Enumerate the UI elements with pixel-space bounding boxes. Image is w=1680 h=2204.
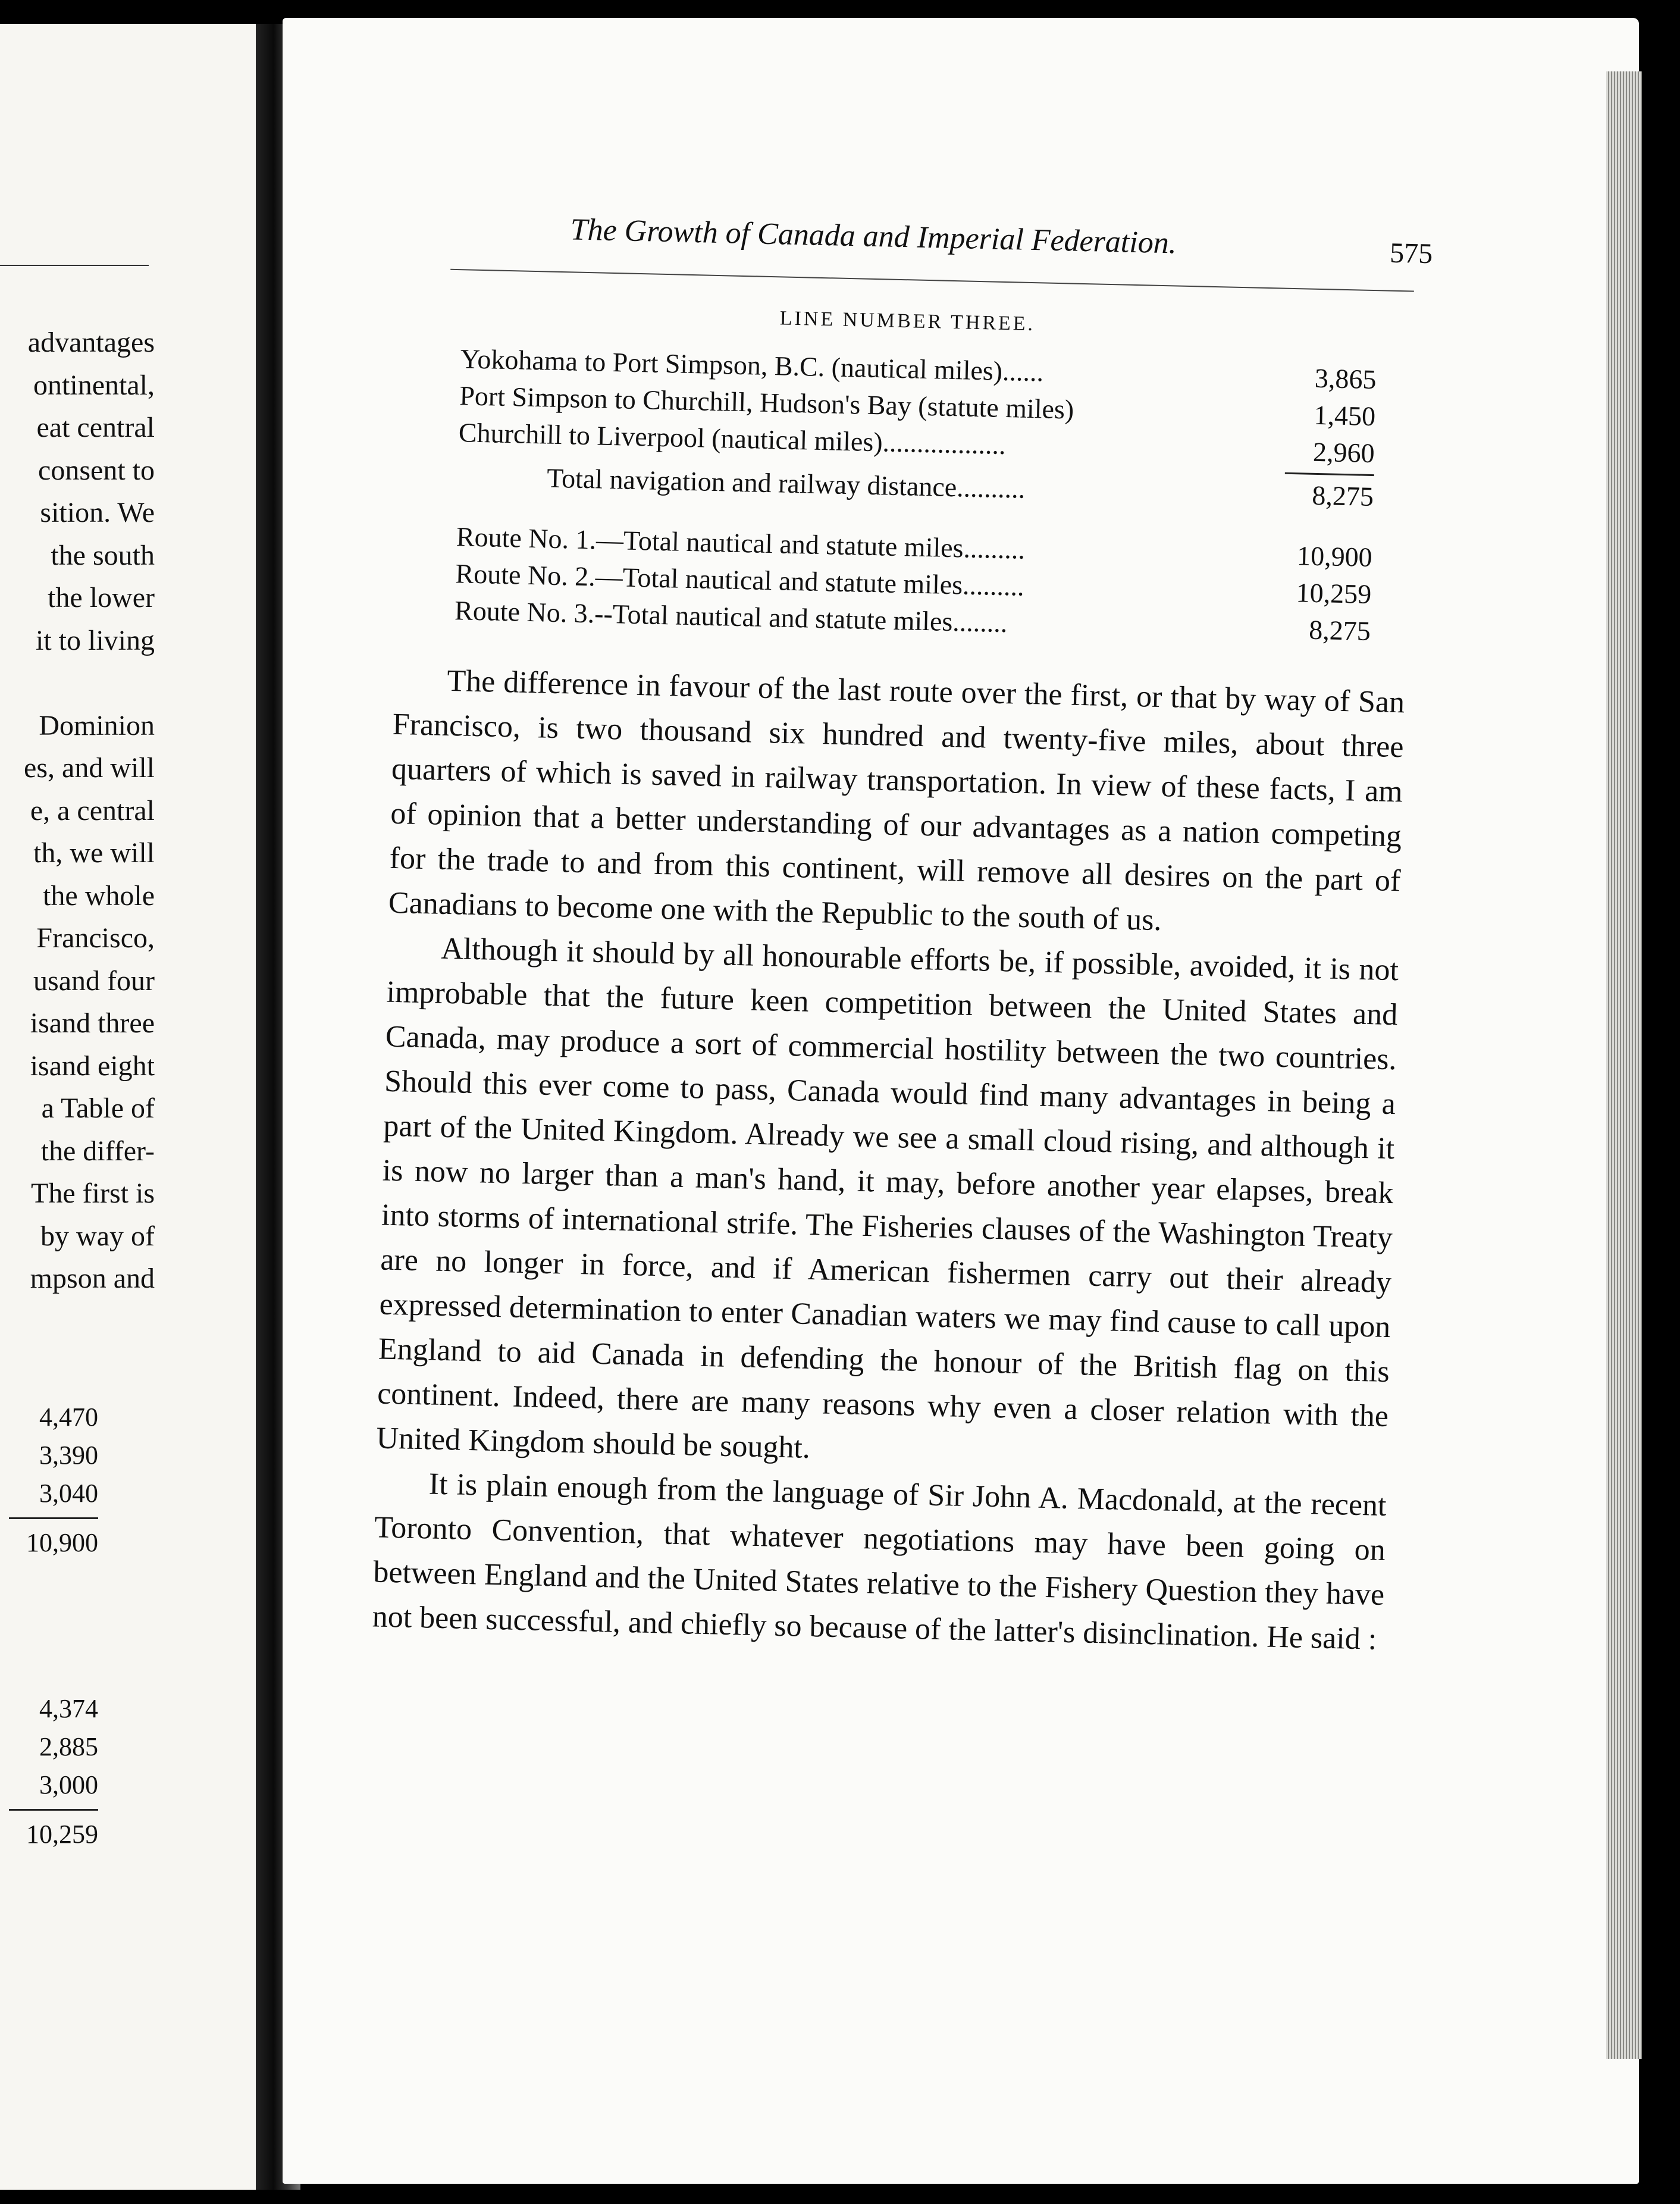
left-page xyxy=(0,24,256,2190)
row-label: Port Simpson to Churchill, Hudson's Bay (statute miles) xyxy=(459,380,1074,425)
left-page-text xyxy=(0,321,155,1300)
left-line: usand four xyxy=(33,965,155,997)
left-line: advantages xyxy=(27,327,155,358)
left-table-value: 3,000 xyxy=(39,1770,98,1799)
left-table-value: 2,885 xyxy=(39,1732,98,1761)
left-line: Dominion xyxy=(39,709,155,741)
left-line: consent to xyxy=(38,454,155,486)
route-value: 10,900 xyxy=(1296,540,1373,573)
left-line: The first is xyxy=(31,1178,155,1209)
left-line: Francisco, xyxy=(36,922,155,954)
left-line: ontinental, xyxy=(33,369,155,401)
left-line: the whole xyxy=(43,879,155,912)
left-line: e, a central xyxy=(30,794,155,826)
row-value: 1,450 xyxy=(1313,399,1376,432)
total-value: 8,275 xyxy=(1311,480,1374,512)
page-edges xyxy=(1606,71,1642,2059)
left-table-total: 10,900 xyxy=(26,1528,98,1557)
total-label: Total navigation and railway distance.......... xyxy=(546,462,1026,504)
left-line: isand eight xyxy=(30,1050,155,1082)
body-paragraph: It is plain enough from the language of Sir John A. Macdonald, at the recent Toronto Convention, that whatever negotiations may have been going on between England and the United States relative to the Fishery Question they have not been successful, and chiefly so because of the latter's disinclination. He said : xyxy=(372,1467,1387,1657)
left-line xyxy=(0,662,155,705)
row-value: 3,865 xyxy=(1314,362,1377,395)
left-line: isand three xyxy=(30,1007,155,1039)
right-page-content xyxy=(372,196,1433,1662)
left-line: it to living xyxy=(35,624,155,656)
route-label: Route No. 2.—Total nautical and statute miles......... xyxy=(455,558,1025,602)
left-table-2 xyxy=(9,1690,98,1854)
left-line: the south xyxy=(51,539,155,571)
left-table-value: 3,040 xyxy=(39,1479,98,1508)
left-table-1 xyxy=(9,1398,98,1562)
route-label: Route No. 3.--Total nautical and statute miles........ xyxy=(454,595,1008,638)
route-label: Route No. 1.—Total nautical and statute miles......... xyxy=(456,521,1026,565)
left-line: the lower xyxy=(48,582,155,613)
left-table-value: 4,374 xyxy=(39,1694,98,1723)
left-line: a Table of xyxy=(41,1092,155,1124)
sum-rule xyxy=(1285,472,1374,476)
left-line: mpson and xyxy=(30,1263,155,1294)
left-line: by way of xyxy=(40,1220,155,1252)
left-line: the differ- xyxy=(40,1135,155,1167)
sum-rule xyxy=(9,1809,98,1811)
row-label: Yokohama to Port Simpson, B.C. (nautical miles)...... xyxy=(460,343,1044,387)
left-line: es, and will xyxy=(24,752,155,784)
left-table-total: 10,259 xyxy=(26,1820,98,1849)
body-paragraph: The difference in favour of the last route over the first, or that by way of San Francisco, is two thousand six hundred and twenty-five miles, about three quarters of which is saved in railway transportation. In view of these facts, I am of opinion that a better understanding of our advantages as a nation competing for the trade to and from this continent, will remove all desires on the part of Canadians to become one with the Republic to the south of us. xyxy=(388,663,1405,938)
sum-rule xyxy=(9,1517,98,1519)
route-value: 8,275 xyxy=(1308,614,1371,647)
body-paragraph: Although it should by all honourable efforts be, if possible, avoided, it is not improbable that the future keen competition between the United States and Canada, may produce a sort of commercial hostility between the two countries. Should this ever come to pass, Canada would find many advantages in being a part of the United Kingdom. Already we see a small cloud rising, and although it is now no larger than a man's hand, it may, before another year elapses, break into storms of international strife. The Fisheries clauses of the Washington Treaty are no longer in force, and if American fishermen carry out their already expressed determination to enter Canadian waters we may find cause to call upon England to aid Canada in defending the honour of the British flag on this continent. Indeed, there are many reasons why even a closer relation with the United Kingdom should be sought. xyxy=(375,931,1399,1466)
left-line: th, we will xyxy=(33,837,155,869)
row-label: Churchill to Liverpool (nautical miles).................. xyxy=(458,417,1007,461)
left-table-value: 4,470 xyxy=(39,1402,98,1432)
left-page-rule xyxy=(0,265,149,266)
left-table-value: 3,390 xyxy=(39,1441,98,1470)
page-number: 575 xyxy=(1389,237,1433,270)
section-heading: LINE NUMBER THREE. xyxy=(779,307,1036,336)
row-value: 2,960 xyxy=(1312,436,1375,469)
left-line: sition. We xyxy=(40,497,155,528)
route-value: 10,259 xyxy=(1296,577,1372,610)
left-line: eat central xyxy=(36,412,155,443)
distance-table xyxy=(455,340,1377,650)
running-head-title: The Growth of Canada and Imperial Federation. xyxy=(570,212,1177,261)
